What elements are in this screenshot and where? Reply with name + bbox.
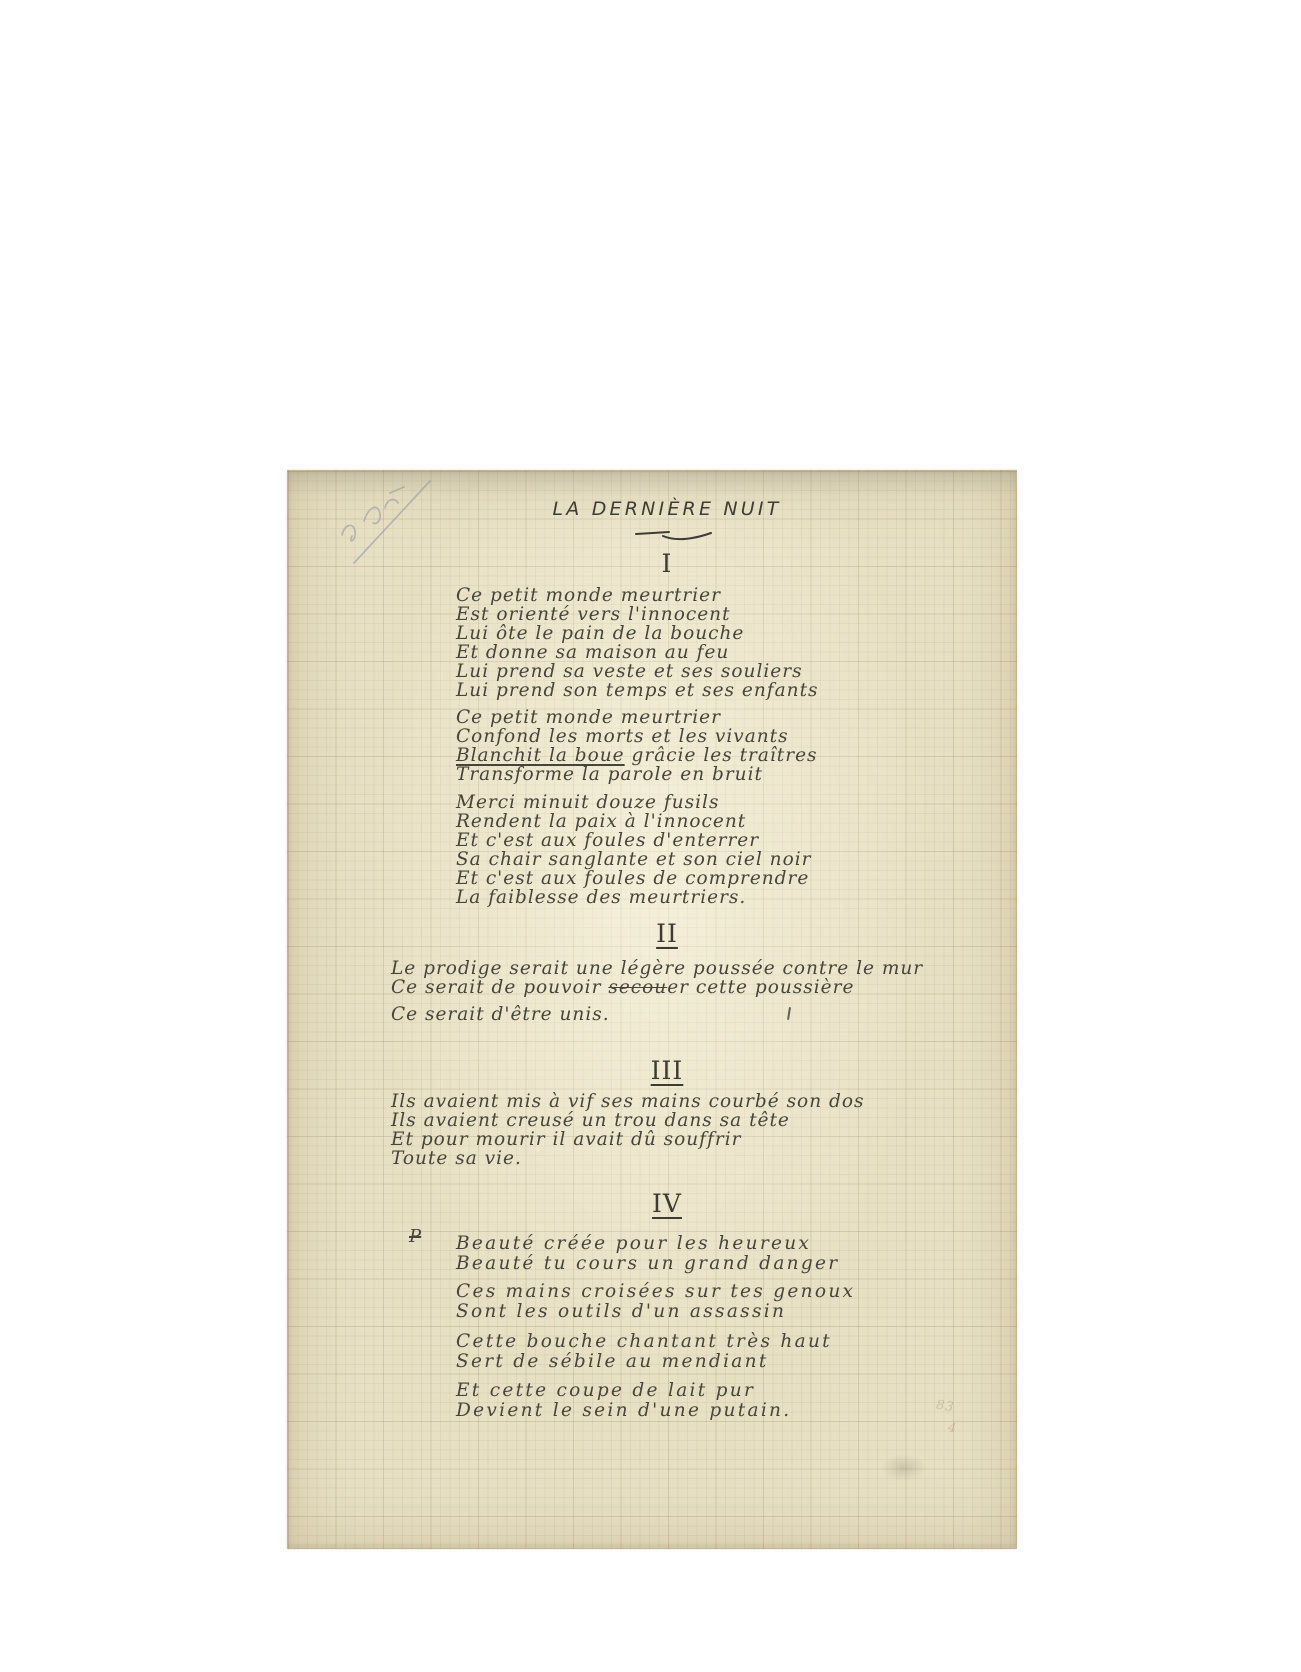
poem-line: Rendent la paix à l'innocent: [456, 811, 747, 832]
stanza: [456, 708, 818, 784]
poem-line: Merci minuit douze fusils: [456, 792, 720, 813]
margin-mark: P: [409, 1226, 422, 1247]
poem-line: Ce petit monde meurtrier: [456, 585, 721, 606]
poem-line: Devient le sein d'une putain.: [456, 1400, 792, 1421]
faint-corner-number: 83: [935, 1397, 956, 1416]
poem-line: Et c'est aux foules d'enterrer: [456, 830, 760, 851]
section-heading-3: III: [650, 1056, 684, 1085]
section-heading-4: IV: [652, 1189, 682, 1218]
poem-line: Et c'est aux foules de comprendre: [456, 868, 810, 889]
poem-line: Ce petit monde meurtrier: [456, 707, 721, 728]
poem-line: Sa chair sanglante et son ciel noir: [456, 849, 812, 870]
poem-line: Lui prend son temps et ses enfants: [456, 680, 819, 701]
poem-line: Ce serait d'être unis.: [391, 1004, 610, 1025]
faint-corner-number: 4: [947, 1420, 959, 1437]
manuscript-page: [287, 470, 1017, 1549]
poem-line: Et cette coupe de lait pur: [456, 1380, 756, 1401]
poem-line: Lui ôte le pain de la bouche: [456, 623, 745, 644]
stanza: [456, 1282, 855, 1322]
section-heading-1: I: [661, 549, 673, 578]
poem-line: Est orienté vers l'innocent: [456, 604, 731, 625]
poem-line: Cette bouche chantant très haut: [456, 1331, 832, 1352]
poem-line: Beauté tu cours un grand danger: [456, 1253, 840, 1274]
stanza: [456, 1234, 839, 1274]
poem-line: Ces mains croisées sur tes genoux: [456, 1281, 856, 1302]
stanza: [456, 1332, 832, 1372]
poem-title: LA DERNIÈRE NUIT: [552, 498, 782, 520]
stanza: [391, 1092, 864, 1168]
stanza: [456, 793, 811, 907]
stanza: [456, 586, 819, 700]
poem-line: Ce serait de pouvoir secouer cette poussière: [391, 977, 855, 998]
poem-line: Lui prend sa veste et ses souliers: [456, 661, 803, 682]
poem-line: Beauté créée pour les heureux: [456, 1233, 812, 1254]
stanza: [391, 1005, 610, 1024]
poem-line: Et donne sa maison au feu: [456, 642, 730, 663]
poem-line: Toute sa vie.: [391, 1148, 522, 1169]
poem-line: La faiblesse des meurtriers.: [456, 887, 747, 908]
poem-line: Transforme la parole en bruit: [456, 764, 763, 785]
stanza: [391, 959, 923, 997]
poem-line: Et pour mourir il avait dû souffrir: [391, 1129, 742, 1150]
title-underline-flourish: [633, 527, 715, 543]
poem-line: Blanchit la boue grâcie les traîtres: [456, 745, 818, 766]
stray-pen-mark: [787, 1007, 791, 1020]
poem-line: Ils avaient mis à vif ses mains courbé son dos: [391, 1091, 865, 1112]
paper-smudge: [881, 1454, 927, 1482]
poem-line: Sert de sébile au mendiant: [456, 1351, 769, 1372]
poem-line: Confond les morts et les vivants: [456, 726, 789, 747]
stanza: [456, 1381, 791, 1421]
poem-line: Le prodige serait une légère poussée contre le mur: [391, 958, 924, 979]
poem-line: Sont les outils d'un assassin: [456, 1301, 787, 1322]
section-heading-2: II: [656, 919, 678, 948]
poem-line: Ils avaient creusé un trou dans sa tête: [391, 1110, 790, 1131]
